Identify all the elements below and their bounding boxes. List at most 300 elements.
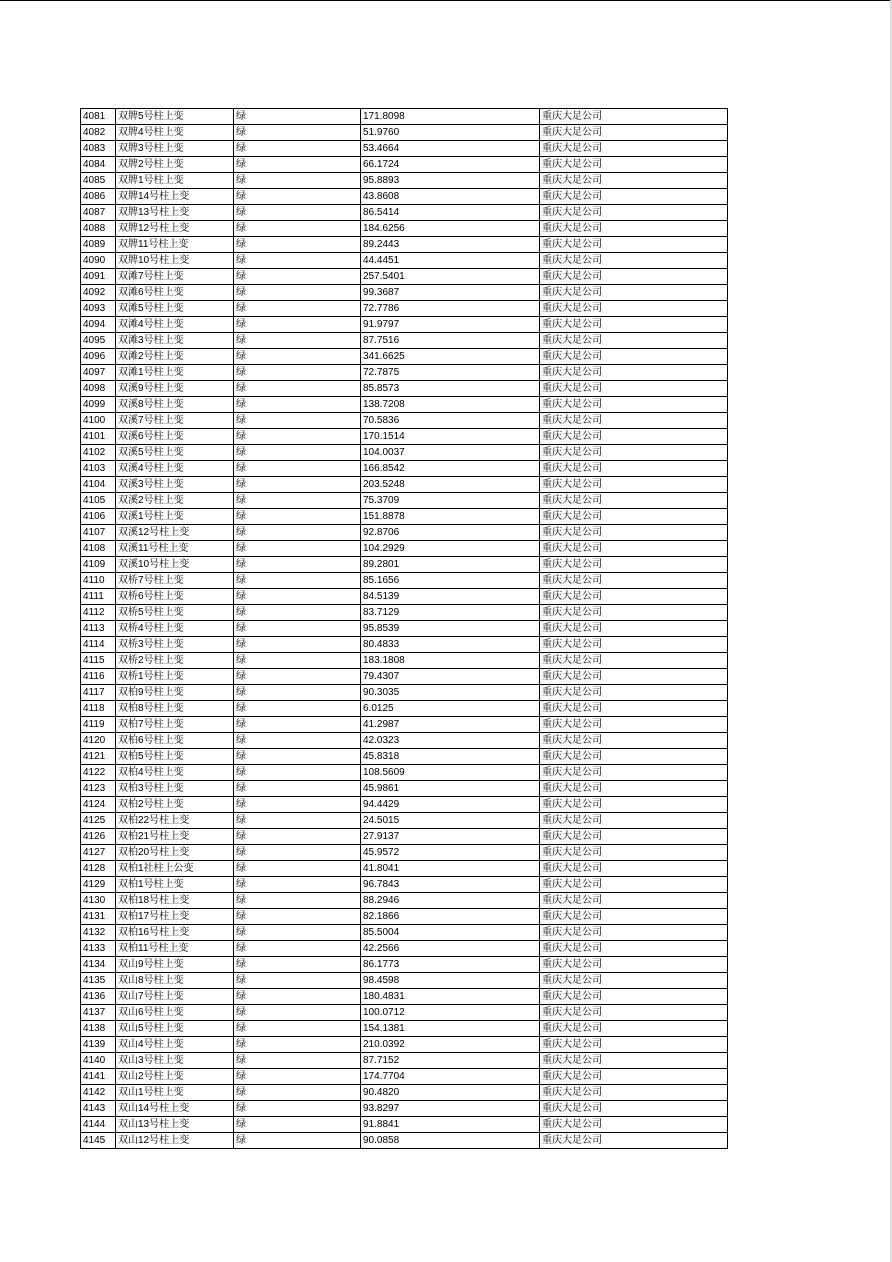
row-id-cell: 4090 [81, 253, 116, 269]
value-cell: 94.4429 [361, 797, 540, 813]
table-row [81, 157, 728, 173]
status-cell: 绿 [234, 1069, 361, 1085]
table-row [81, 1037, 728, 1053]
row-id-cell: 4133 [81, 941, 116, 957]
table-row [81, 317, 728, 333]
status-cell: 绿 [234, 893, 361, 909]
status-cell: 绿 [234, 141, 361, 157]
transformer-name-cell: 双溪10号柱上变 [116, 557, 234, 573]
company-cell: 重庆大足公司 [540, 381, 728, 397]
status-cell: 绿 [234, 765, 361, 781]
company-cell: 重庆大足公司 [540, 893, 728, 909]
status-cell: 绿 [234, 605, 361, 621]
value-cell: 45.8318 [361, 749, 540, 765]
row-id-cell: 4083 [81, 141, 116, 157]
transformer-name-cell: 双柏18号柱上变 [116, 893, 234, 909]
table-row [81, 397, 728, 413]
transformer-name-cell: 双桥4号柱上变 [116, 621, 234, 637]
value-cell: 45.9572 [361, 845, 540, 861]
row-id-cell: 4126 [81, 829, 116, 845]
transformer-name-cell: 双溪7号柱上变 [116, 413, 234, 429]
table-row [81, 781, 728, 797]
company-cell: 重庆大足公司 [540, 509, 728, 525]
row-id-cell: 4121 [81, 749, 116, 765]
company-cell: 重庆大足公司 [540, 957, 728, 973]
transformer-name-cell: 双柏6号柱上变 [116, 733, 234, 749]
company-cell: 重庆大足公司 [540, 461, 728, 477]
table-row [81, 701, 728, 717]
row-id-cell: 4104 [81, 477, 116, 493]
value-cell: 72.7875 [361, 365, 540, 381]
transformer-name-cell: 双山4号柱上变 [116, 1037, 234, 1053]
value-cell: 42.0323 [361, 733, 540, 749]
status-cell: 绿 [234, 221, 361, 237]
transformer-name-cell: 双溪8号柱上变 [116, 397, 234, 413]
company-cell: 重庆大足公司 [540, 525, 728, 541]
row-id-cell: 4094 [81, 317, 116, 333]
table-row [81, 925, 728, 941]
company-cell: 重庆大足公司 [540, 925, 728, 941]
company-cell: 重庆大足公司 [540, 365, 728, 381]
table-row [81, 445, 728, 461]
company-cell: 重庆大足公司 [540, 973, 728, 989]
row-id-cell: 4116 [81, 669, 116, 685]
value-cell: 100.0712 [361, 1005, 540, 1021]
status-cell: 绿 [234, 317, 361, 333]
table-row [81, 1117, 728, 1133]
status-cell: 绿 [234, 909, 361, 925]
table-row [81, 1021, 728, 1037]
transformer-name-cell: 双牌14号柱上变 [116, 189, 234, 205]
status-cell: 绿 [234, 989, 361, 1005]
status-cell: 绿 [234, 781, 361, 797]
company-cell: 重庆大足公司 [540, 589, 728, 605]
value-cell: 183.1808 [361, 653, 540, 669]
row-id-cell: 4084 [81, 157, 116, 173]
value-cell: 154.1381 [361, 1021, 540, 1037]
company-cell: 重庆大足公司 [540, 141, 728, 157]
value-cell: 87.7516 [361, 333, 540, 349]
transformer-name-cell: 双滩2号柱上变 [116, 349, 234, 365]
company-cell: 重庆大足公司 [540, 349, 728, 365]
status-cell: 绿 [234, 1085, 361, 1101]
transformer-name-cell: 双牌1号柱上变 [116, 173, 234, 189]
transformer-name-cell: 双溪9号柱上变 [116, 381, 234, 397]
status-cell: 绿 [234, 285, 361, 301]
value-cell: 45.9861 [361, 781, 540, 797]
company-cell: 重庆大足公司 [540, 749, 728, 765]
table-row [81, 253, 728, 269]
data-table [80, 108, 728, 1149]
company-cell: 重庆大足公司 [540, 1117, 728, 1133]
transformer-name-cell: 双柏11号柱上变 [116, 941, 234, 957]
value-cell: 203.5248 [361, 477, 540, 493]
value-cell: 91.9797 [361, 317, 540, 333]
company-cell: 重庆大足公司 [540, 797, 728, 813]
row-id-cell: 4105 [81, 493, 116, 509]
transformer-name-cell: 双滩4号柱上变 [116, 317, 234, 333]
table-row [81, 557, 728, 573]
row-id-cell: 4081 [81, 109, 116, 125]
row-id-cell: 4118 [81, 701, 116, 717]
row-id-cell: 4135 [81, 973, 116, 989]
row-id-cell: 4099 [81, 397, 116, 413]
value-cell: 98.4598 [361, 973, 540, 989]
company-cell: 重庆大足公司 [540, 1101, 728, 1117]
value-cell: 41.2987 [361, 717, 540, 733]
table-row [81, 365, 728, 381]
status-cell: 绿 [234, 845, 361, 861]
table-row [81, 717, 728, 733]
status-cell: 绿 [234, 861, 361, 877]
status-cell: 绿 [234, 589, 361, 605]
transformer-name-cell: 双柏2号柱上变 [116, 797, 234, 813]
table-row [81, 733, 728, 749]
transformer-name-cell: 双山8号柱上变 [116, 973, 234, 989]
company-cell: 重庆大足公司 [540, 205, 728, 221]
table-row [81, 669, 728, 685]
row-id-cell: 4109 [81, 557, 116, 573]
status-cell: 绿 [234, 269, 361, 285]
company-cell: 重庆大足公司 [540, 557, 728, 573]
transformer-name-cell: 双柏7号柱上变 [116, 717, 234, 733]
company-cell: 重庆大足公司 [540, 829, 728, 845]
transformer-name-cell: 双柏3号柱上变 [116, 781, 234, 797]
company-cell: 重庆大足公司 [540, 941, 728, 957]
table-row [81, 749, 728, 765]
status-cell: 绿 [234, 349, 361, 365]
value-cell: 87.7152 [361, 1053, 540, 1069]
value-cell: 257.5401 [361, 269, 540, 285]
company-cell: 重庆大足公司 [540, 493, 728, 509]
table-row [81, 989, 728, 1005]
company-cell: 重庆大足公司 [540, 157, 728, 173]
table-row [81, 621, 728, 637]
row-id-cell: 4092 [81, 285, 116, 301]
company-cell: 重庆大足公司 [540, 477, 728, 493]
table-row [81, 909, 728, 925]
value-cell: 44.4451 [361, 253, 540, 269]
table-row [81, 1133, 728, 1149]
status-cell: 绿 [234, 237, 361, 253]
table-row [81, 605, 728, 621]
transformer-name-cell: 双溪4号柱上变 [116, 461, 234, 477]
value-cell: 75.3709 [361, 493, 540, 509]
value-cell: 84.5139 [361, 589, 540, 605]
status-cell: 绿 [234, 829, 361, 845]
status-cell: 绿 [234, 125, 361, 141]
company-cell: 重庆大足公司 [540, 413, 728, 429]
company-cell: 重庆大足公司 [540, 637, 728, 653]
transformer-name-cell: 双柏9号柱上变 [116, 685, 234, 701]
value-cell: 70.5836 [361, 413, 540, 429]
row-id-cell: 4119 [81, 717, 116, 733]
transformer-name-cell: 双牌5号柱上变 [116, 109, 234, 125]
value-cell: 51.9760 [361, 125, 540, 141]
status-cell: 绿 [234, 941, 361, 957]
status-cell: 绿 [234, 397, 361, 413]
company-cell: 重庆大足公司 [540, 861, 728, 877]
row-id-cell: 4131 [81, 909, 116, 925]
status-cell: 绿 [234, 749, 361, 765]
status-cell: 绿 [234, 1133, 361, 1149]
transformer-name-cell: 双溪12号柱上变 [116, 525, 234, 541]
value-cell: 6.0125 [361, 701, 540, 717]
transformer-name-cell: 双柏1号柱上变 [116, 877, 234, 893]
status-cell: 绿 [234, 157, 361, 173]
table-row [81, 637, 728, 653]
status-cell: 绿 [234, 653, 361, 669]
value-cell: 93.8297 [361, 1101, 540, 1117]
table-row [81, 509, 728, 525]
row-id-cell: 4140 [81, 1053, 116, 1069]
row-id-cell: 4134 [81, 957, 116, 973]
value-cell: 180.4831 [361, 989, 540, 1005]
value-cell: 83.7129 [361, 605, 540, 621]
company-cell: 重庆大足公司 [540, 621, 728, 637]
status-cell: 绿 [234, 621, 361, 637]
table-row [81, 1101, 728, 1117]
company-cell: 重庆大足公司 [540, 1085, 728, 1101]
transformer-name-cell: 双滩7号柱上变 [116, 269, 234, 285]
transformer-name-cell: 双桥5号柱上变 [116, 605, 234, 621]
value-cell: 90.3035 [361, 685, 540, 701]
company-cell: 重庆大足公司 [540, 1133, 728, 1149]
table-row [81, 653, 728, 669]
table-row [81, 797, 728, 813]
table-row [81, 125, 728, 141]
value-cell: 66.1724 [361, 157, 540, 173]
row-id-cell: 4098 [81, 381, 116, 397]
row-id-cell: 4143 [81, 1101, 116, 1117]
company-cell: 重庆大足公司 [540, 429, 728, 445]
table-row [81, 237, 728, 253]
company-cell: 重庆大足公司 [540, 541, 728, 557]
value-cell: 42.2566 [361, 941, 540, 957]
status-cell: 绿 [234, 413, 361, 429]
status-cell: 绿 [234, 637, 361, 653]
transformer-name-cell: 双滩5号柱上变 [116, 301, 234, 317]
company-cell: 重庆大足公司 [540, 573, 728, 589]
status-cell: 绿 [234, 925, 361, 941]
value-cell: 24.5015 [361, 813, 540, 829]
table-row [81, 845, 728, 861]
status-cell: 绿 [234, 461, 361, 477]
company-cell: 重庆大足公司 [540, 781, 728, 797]
value-cell: 108.5609 [361, 765, 540, 781]
company-cell: 重庆大足公司 [540, 605, 728, 621]
value-cell: 104.2929 [361, 541, 540, 557]
transformer-name-cell: 双溪11号柱上变 [116, 541, 234, 557]
row-id-cell: 4136 [81, 989, 116, 1005]
company-cell: 重庆大足公司 [540, 653, 728, 669]
table-row [81, 141, 728, 157]
company-cell: 重庆大足公司 [540, 333, 728, 349]
transformer-name-cell: 双溪3号柱上变 [116, 477, 234, 493]
row-id-cell: 4144 [81, 1117, 116, 1133]
company-cell: 重庆大足公司 [540, 301, 728, 317]
value-cell: 171.8098 [361, 109, 540, 125]
table-row [81, 829, 728, 845]
company-cell: 重庆大足公司 [540, 813, 728, 829]
row-id-cell: 4130 [81, 893, 116, 909]
company-cell: 重庆大足公司 [540, 685, 728, 701]
row-id-cell: 4086 [81, 189, 116, 205]
row-id-cell: 4087 [81, 205, 116, 221]
status-cell: 绿 [234, 957, 361, 973]
table-row [81, 381, 728, 397]
transformer-name-cell: 双滩3号柱上变 [116, 333, 234, 349]
value-cell: 90.4820 [361, 1085, 540, 1101]
transformer-name-cell: 双柏1社柱上公变 [116, 861, 234, 877]
table-row [81, 893, 728, 909]
transformer-name-cell: 双牌4号柱上变 [116, 125, 234, 141]
row-id-cell: 4101 [81, 429, 116, 445]
status-cell: 绿 [234, 669, 361, 685]
value-cell: 151.8878 [361, 509, 540, 525]
status-cell: 绿 [234, 493, 361, 509]
status-cell: 绿 [234, 301, 361, 317]
row-id-cell: 4091 [81, 269, 116, 285]
company-cell: 重庆大足公司 [540, 109, 728, 125]
value-cell: 99.3687 [361, 285, 540, 301]
table-row [81, 333, 728, 349]
company-cell: 重庆大足公司 [540, 269, 728, 285]
value-cell: 88.2946 [361, 893, 540, 909]
status-cell: 绿 [234, 1101, 361, 1117]
transformer-name-cell: 双桥2号柱上变 [116, 653, 234, 669]
status-cell: 绿 [234, 717, 361, 733]
row-id-cell: 4095 [81, 333, 116, 349]
row-id-cell: 4112 [81, 605, 116, 621]
company-cell: 重庆大足公司 [540, 1037, 728, 1053]
status-cell: 绿 [234, 877, 361, 893]
status-cell: 绿 [234, 573, 361, 589]
status-cell: 绿 [234, 685, 361, 701]
table-row [81, 173, 728, 189]
status-cell: 绿 [234, 733, 361, 749]
status-cell: 绿 [234, 333, 361, 349]
row-id-cell: 4106 [81, 509, 116, 525]
transformer-name-cell: 双山14号柱上变 [116, 1101, 234, 1117]
company-cell: 重庆大足公司 [540, 733, 728, 749]
transformer-name-cell: 双牌2号柱上变 [116, 157, 234, 173]
table-row [81, 477, 728, 493]
row-id-cell: 4142 [81, 1085, 116, 1101]
transformer-name-cell: 双柏22号柱上变 [116, 813, 234, 829]
value-cell: 91.8841 [361, 1117, 540, 1133]
transformer-name-cell: 双柏16号柱上变 [116, 925, 234, 941]
status-cell: 绿 [234, 365, 361, 381]
table-row [81, 685, 728, 701]
table-row [81, 189, 728, 205]
transformer-name-cell: 双山7号柱上变 [116, 989, 234, 1005]
row-id-cell: 4123 [81, 781, 116, 797]
table-row [81, 973, 728, 989]
row-id-cell: 4110 [81, 573, 116, 589]
table-row [81, 349, 728, 365]
row-id-cell: 4141 [81, 1069, 116, 1085]
value-cell: 96.7843 [361, 877, 540, 893]
transformer-name-cell: 双桥3号柱上变 [116, 637, 234, 653]
status-cell: 绿 [234, 541, 361, 557]
company-cell: 重庆大足公司 [540, 877, 728, 893]
row-id-cell: 4093 [81, 301, 116, 317]
value-cell: 86.5414 [361, 205, 540, 221]
transformer-name-cell: 双山9号柱上变 [116, 957, 234, 973]
transformer-name-cell: 双柏17号柱上变 [116, 909, 234, 925]
transformer-name-cell: 双滩1号柱上变 [116, 365, 234, 381]
value-cell: 89.2443 [361, 237, 540, 253]
company-cell: 重庆大足公司 [540, 285, 728, 301]
row-id-cell: 4114 [81, 637, 116, 653]
transformer-name-cell: 双溪2号柱上变 [116, 493, 234, 509]
status-cell: 绿 [234, 189, 361, 205]
transformer-name-cell: 双牌10号柱上变 [116, 253, 234, 269]
value-cell: 53.4664 [361, 141, 540, 157]
row-id-cell: 4120 [81, 733, 116, 749]
value-cell: 174.7704 [361, 1069, 540, 1085]
transformer-name-cell: 双山2号柱上变 [116, 1069, 234, 1085]
table-row [81, 541, 728, 557]
company-cell: 重庆大足公司 [540, 1053, 728, 1069]
table-row [81, 957, 728, 973]
row-id-cell: 4139 [81, 1037, 116, 1053]
table-row [81, 493, 728, 509]
transformer-name-cell: 双牌13号柱上变 [116, 205, 234, 221]
table-row [81, 589, 728, 605]
transformer-name-cell: 双山13号柱上变 [116, 1117, 234, 1133]
status-cell: 绿 [234, 813, 361, 829]
row-id-cell: 4117 [81, 685, 116, 701]
transformer-name-cell: 双柏20号柱上变 [116, 845, 234, 861]
value-cell: 43.8608 [361, 189, 540, 205]
table-row [81, 1085, 728, 1101]
transformer-name-cell: 双山6号柱上变 [116, 1005, 234, 1021]
status-cell: 绿 [234, 253, 361, 269]
row-id-cell: 4089 [81, 237, 116, 253]
company-cell: 重庆大足公司 [540, 1021, 728, 1037]
status-cell: 绿 [234, 205, 361, 221]
status-cell: 绿 [234, 109, 361, 125]
value-cell: 27.9137 [361, 829, 540, 845]
value-cell: 85.1656 [361, 573, 540, 589]
row-id-cell: 4113 [81, 621, 116, 637]
value-cell: 170.1514 [361, 429, 540, 445]
company-cell: 重庆大足公司 [540, 717, 728, 733]
value-cell: 80.4833 [361, 637, 540, 653]
value-cell: 104.0037 [361, 445, 540, 461]
status-cell: 绿 [234, 797, 361, 813]
status-cell: 绿 [234, 509, 361, 525]
table-row [81, 1069, 728, 1085]
company-cell: 重庆大足公司 [540, 1005, 728, 1021]
status-cell: 绿 [234, 1037, 361, 1053]
transformer-name-cell: 双柏4号柱上变 [116, 765, 234, 781]
transformer-name-cell: 双柏21号柱上变 [116, 829, 234, 845]
transformer-name-cell: 双牌12号柱上变 [116, 221, 234, 237]
row-id-cell: 4137 [81, 1005, 116, 1021]
status-cell: 绿 [234, 1117, 361, 1133]
value-cell: 138.7208 [361, 397, 540, 413]
company-cell: 重庆大足公司 [540, 189, 728, 205]
transformer-name-cell: 双桥7号柱上变 [116, 573, 234, 589]
row-id-cell: 4145 [81, 1133, 116, 1149]
value-cell: 72.7786 [361, 301, 540, 317]
company-cell: 重庆大足公司 [540, 125, 728, 141]
value-cell: 41.8041 [361, 861, 540, 877]
value-cell: 90.0858 [361, 1133, 540, 1149]
